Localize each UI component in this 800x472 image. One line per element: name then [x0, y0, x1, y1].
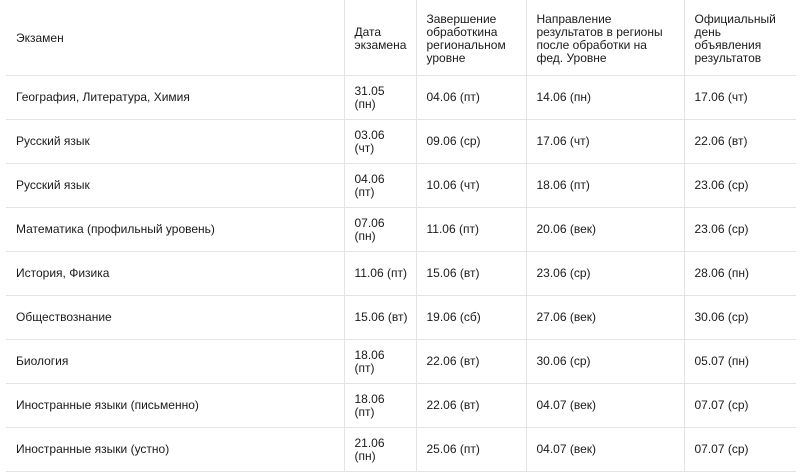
header-regional-processing: Завершение обработкина региональном уровне: [416, 0, 526, 76]
exam-date-cell: 03.06 (чт): [344, 120, 416, 164]
results-sent-cell: 14.06 (пн): [526, 76, 684, 120]
exam-date-cell: 04.06 (пт): [344, 164, 416, 208]
results-sent-cell: 27.06 (век): [526, 296, 684, 340]
exam-date-cell: 11.06 (пт): [344, 252, 416, 296]
header-results-sent-to-regions: Направление результатов в регионы после обработки на фед. Уровне: [526, 0, 684, 76]
exam-name-cell: Русский язык: [6, 120, 344, 164]
results-sent-cell: 04.07 (век): [526, 384, 684, 428]
table-row: [6, 428, 796, 472]
results-sent-cell: 23.06 (ср): [526, 252, 684, 296]
regional-processing-cell: 22.06 (вт): [416, 384, 526, 428]
table-row: [6, 164, 796, 208]
table-row: [6, 340, 796, 384]
table-row: [6, 252, 796, 296]
exam-date-cell: 31.05 (пн): [344, 76, 416, 120]
exam-name-cell: Биология: [6, 340, 344, 384]
regional-processing-cell: 04.06 (пт): [416, 76, 526, 120]
exam-date-cell: 21.06 (пн): [344, 428, 416, 472]
exam-name-cell: Обществознание: [6, 296, 344, 340]
regional-processing-cell: 22.06 (вт): [416, 340, 526, 384]
announcement-date-cell: 28.06 (пн): [684, 252, 796, 296]
results-sent-cell: 20.06 (век): [526, 208, 684, 252]
exam-schedule-table-container: [6, 0, 796, 472]
exam-name-cell: Иностранные языки (устно): [6, 428, 344, 472]
exam-date-cell: 15.06 (вт): [344, 296, 416, 340]
table-header-row: [6, 0, 796, 76]
table-row: [6, 208, 796, 252]
header-exam: Экзамен: [6, 0, 344, 76]
regional-processing-cell: 09.06 (ср): [416, 120, 526, 164]
exam-name-cell: Математика (профильный уровень): [6, 208, 344, 252]
announcement-date-cell: 07.07 (ср): [684, 384, 796, 428]
table-header: [6, 0, 796, 76]
results-sent-cell: 18.06 (пт): [526, 164, 684, 208]
header-official-announcement: Официальный день объявления результатов: [684, 0, 796, 76]
announcement-date-cell: 30.06 (ср): [684, 296, 796, 340]
results-sent-cell: 17.06 (чт): [526, 120, 684, 164]
regional-processing-cell: 19.06 (сб): [416, 296, 526, 340]
table-row: [6, 384, 796, 428]
announcement-date-cell: 23.06 (ср): [684, 208, 796, 252]
table-row: [6, 120, 796, 164]
announcement-date-cell: 05.07 (пн): [684, 340, 796, 384]
regional-processing-cell: 10.06 (чт): [416, 164, 526, 208]
announcement-date-cell: 22.06 (вт): [684, 120, 796, 164]
announcement-date-cell: 17.06 (чт): [684, 76, 796, 120]
table-body: [6, 76, 796, 472]
exam-name-cell: Иностранные языки (письменно): [6, 384, 344, 428]
regional-processing-cell: 25.06 (пт): [416, 428, 526, 472]
header-exam-date: Дата экзамена: [344, 0, 416, 76]
regional-processing-cell: 11.06 (пт): [416, 208, 526, 252]
announcement-date-cell: 23.06 (ср): [684, 164, 796, 208]
exam-date-cell: 18.06 (пт): [344, 384, 416, 428]
regional-processing-cell: 15.06 (вт): [416, 252, 526, 296]
exam-name-cell: Русский язык: [6, 164, 344, 208]
results-sent-cell: 30.06 (ср): [526, 340, 684, 384]
announcement-date-cell: 07.07 (ср): [684, 428, 796, 472]
table-row: [6, 76, 796, 120]
results-sent-cell: 04.07 (век): [526, 428, 684, 472]
exam-schedule-table: [6, 0, 796, 472]
exam-date-cell: 18.06 (пт): [344, 340, 416, 384]
table-row: [6, 296, 796, 340]
exam-name-cell: География, Литература, Химия: [6, 76, 344, 120]
exam-date-cell: 07.06 (пн): [344, 208, 416, 252]
exam-name-cell: История, Физика: [6, 252, 344, 296]
